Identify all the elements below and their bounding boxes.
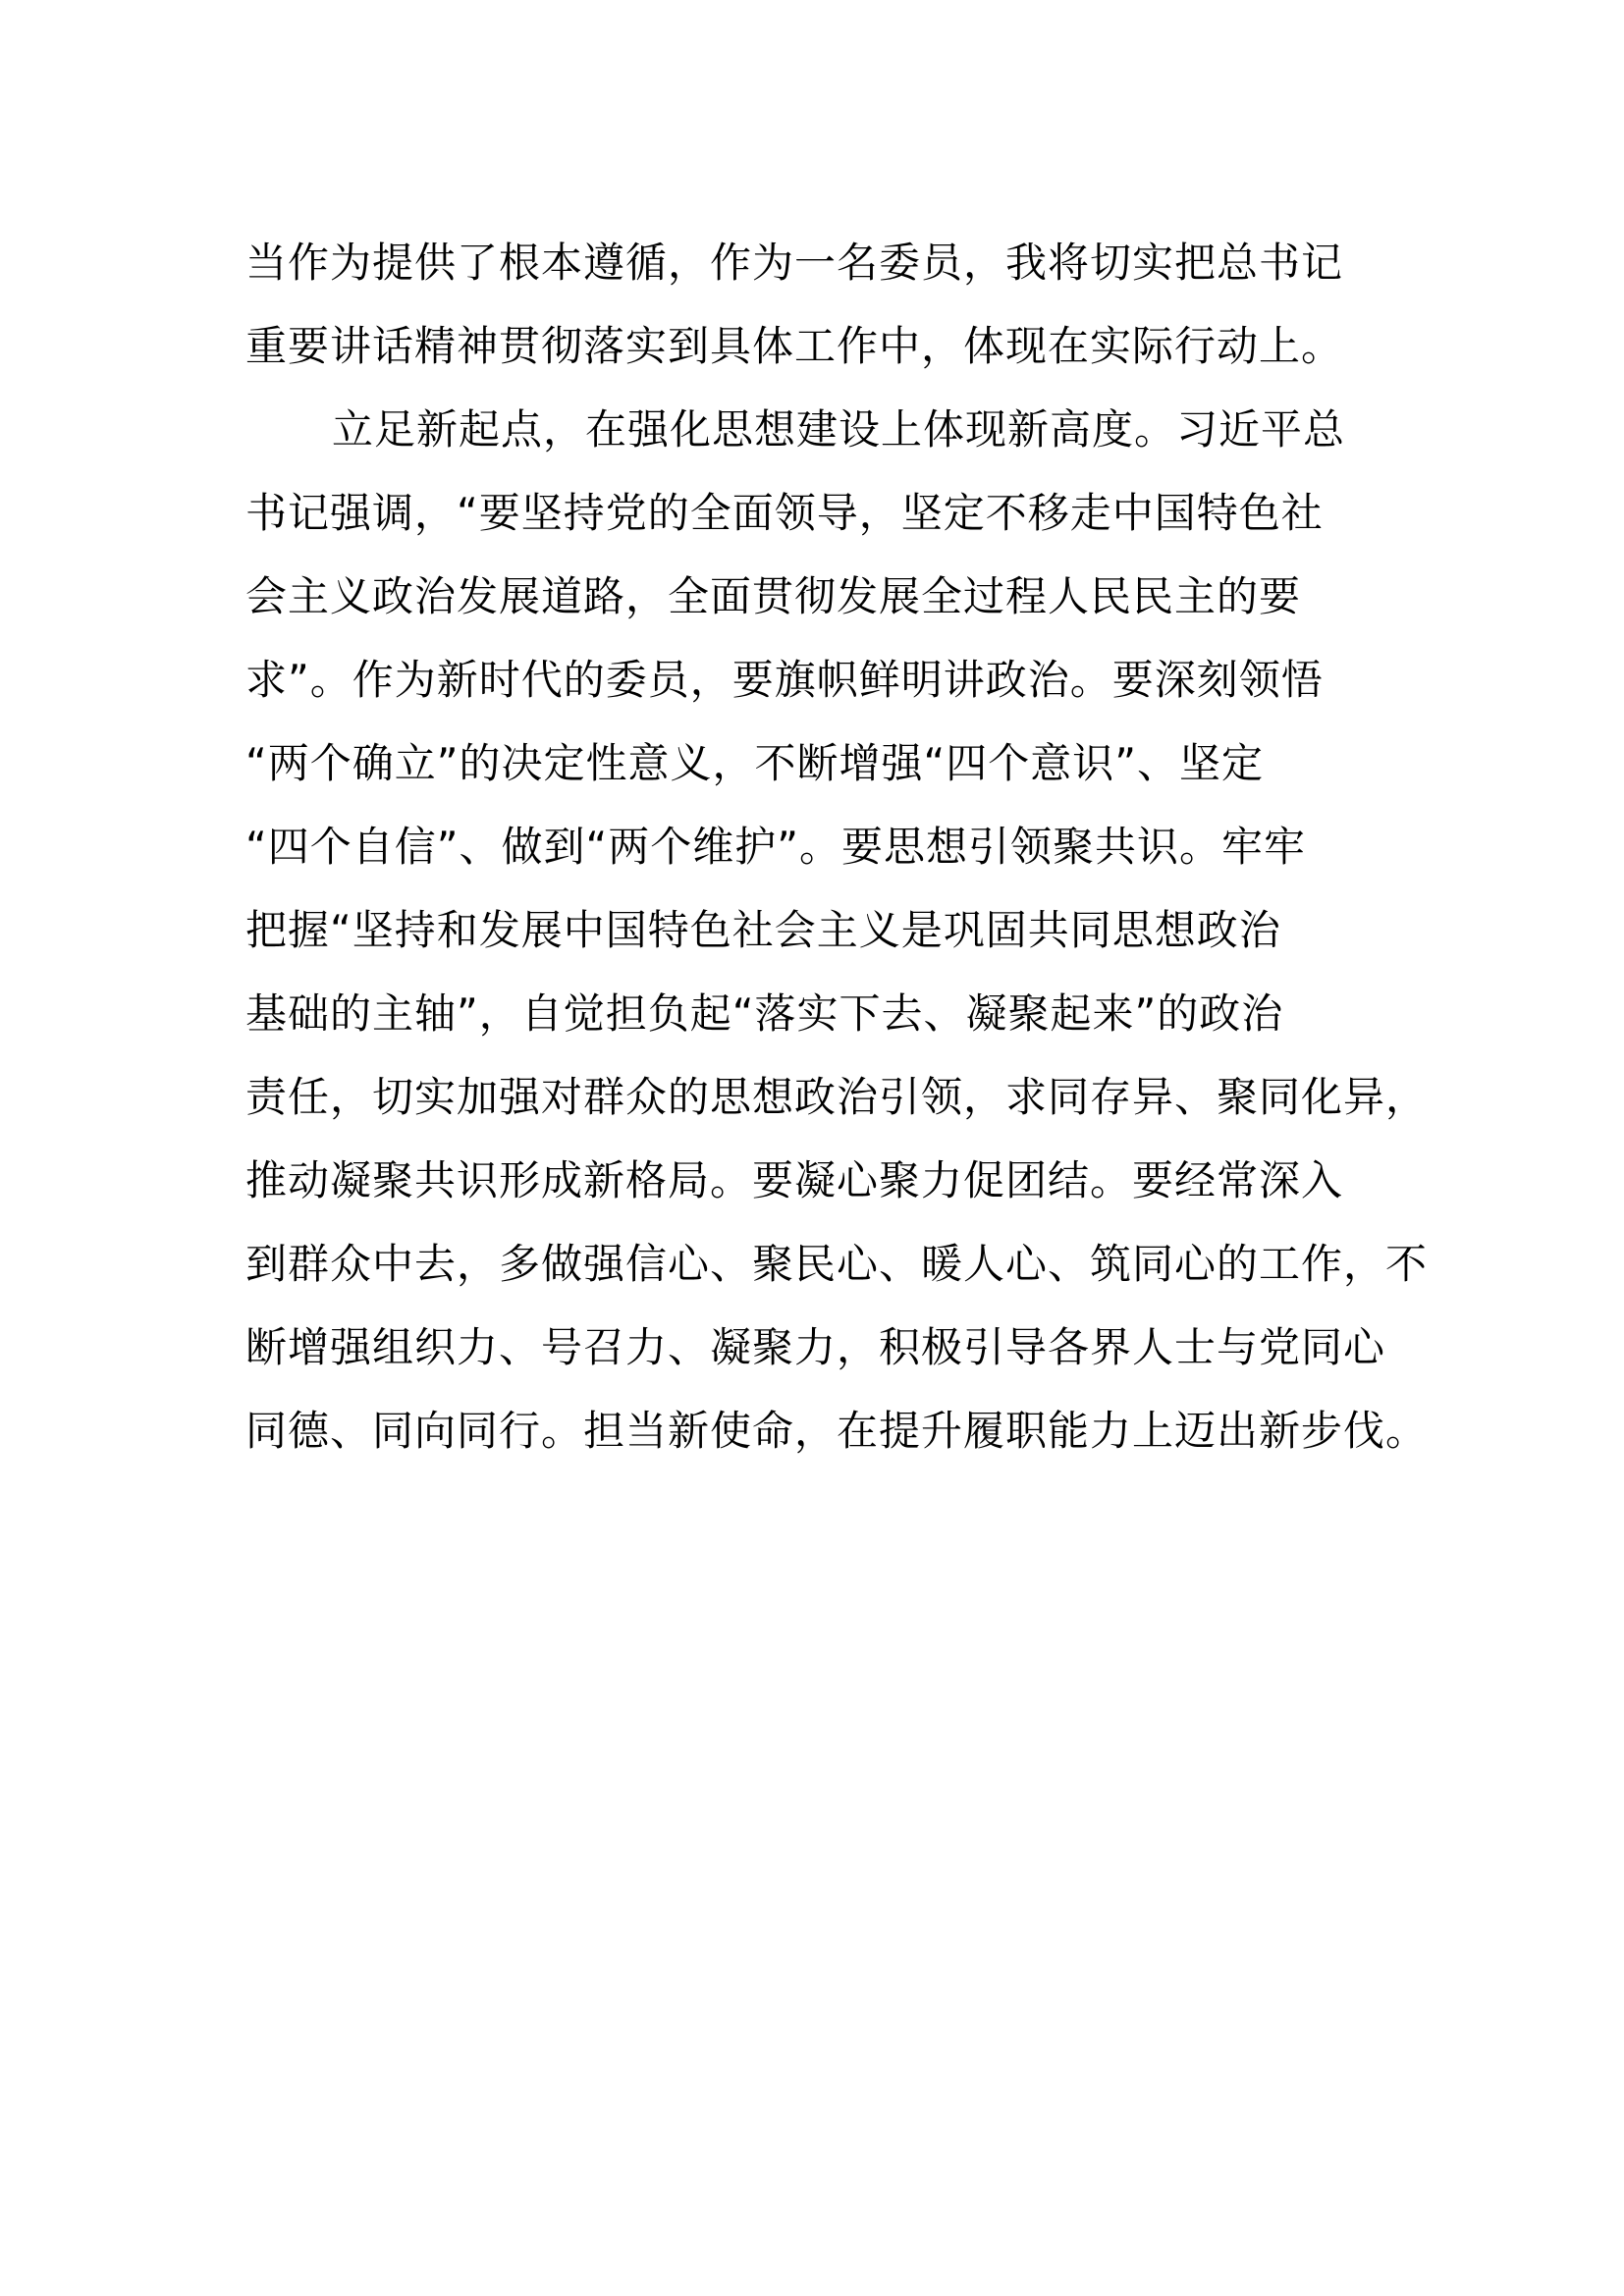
text-line: 基础的主轴”，自觉担负起“落实下去、凝聚起来”的政治 [245, 989, 1284, 1038]
text-line: 书记强调，“要坚持党的全面领导，坚定不移走中国特色社 [245, 489, 1324, 537]
text-line: 重要讲话精神贯彻落实到具体工作中，体现在实际行动上。 [245, 322, 1344, 370]
text-line: 同德、同向同行。担当新使命，在提升履职能力上迈出新步伐。 [245, 1407, 1429, 1455]
paragraph-start-line: 立足新起点，在强化思想建设上体现新高度。习近平总 [332, 405, 1346, 454]
text-line: 推动凝聚共识形成新格局。要凝心聚力促团结。要经常深入 [245, 1156, 1344, 1204]
text-line: 断增强组织力、号召力、凝聚力，积极引导各界人士与党同心 [245, 1323, 1386, 1371]
text-line: “四个自信”、做到“两个维护”。要思想引领聚共识。牢牢 [245, 823, 1307, 871]
text-line: 当作为提供了根本遵循，作为一名委员，我将切实把总书记 [245, 239, 1344, 287]
body-text [245, 221, 1429, 1472]
text-line: 会主义政治发展道路，全面贯彻发展全过程人民民主的要 [245, 572, 1302, 620]
text-line: 求”。作为新时代的委员，要旗帜鲜明讲政治。要深刻领悟 [245, 656, 1324, 704]
text-line: “两个确立”的决定性意义，不断增强“四个意识”、坚定 [245, 739, 1265, 787]
text-line: 责任，切实加强对群众的思想政治引领，求同存异、聚同化异， [245, 1073, 1429, 1121]
text-line: 把握“坚持和发展中国特色社会主义是巩固共同思想政治 [245, 906, 1281, 954]
text-line: 到群众中去，多做强信心、聚民心、暖人心、筑同心的工作，不 [245, 1240, 1429, 1288]
